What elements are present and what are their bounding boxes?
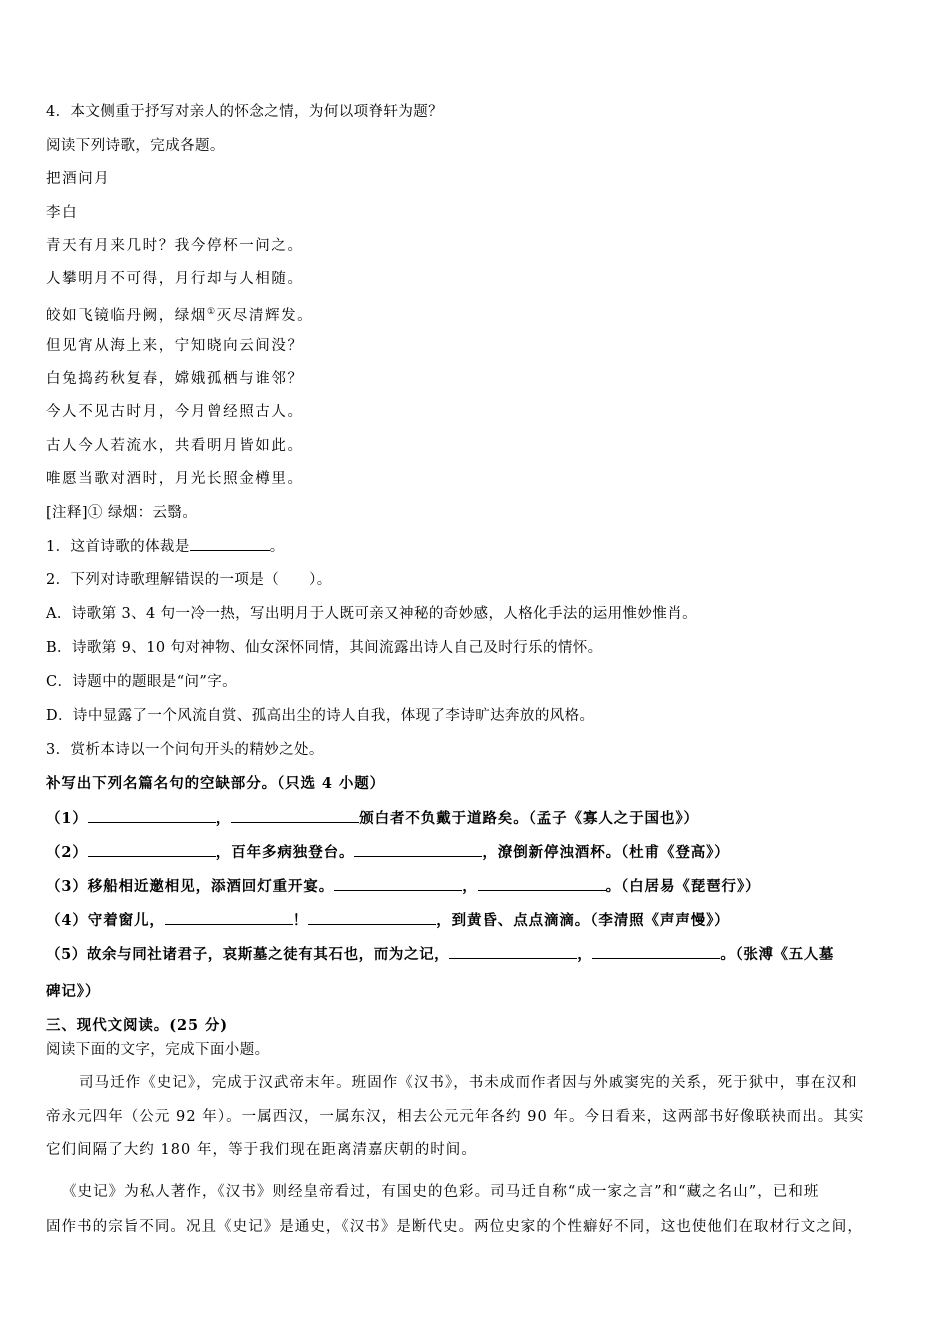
option-a: A．诗歌第 3、4 句一冷一热，写出明月于人既可亲又神秘的奇妙感，人格化手法的运用惟妙惟肖。 (46, 606, 698, 622)
answer-blank (88, 808, 216, 823)
poem-line: 人攀明月不可得，月行却与人相随。 (46, 271, 304, 287)
fill-text: （4）守着窗儿， (46, 912, 165, 929)
poem-line: 青天有月来几时？我今停杯一问之。 (46, 238, 304, 254)
poem-line: 唯愿当歌对酒时，月光长照金樽里。 (46, 471, 304, 487)
poem-author: 李白 (46, 205, 79, 221)
poem-footnote: [注释]① 绿烟：云翳。 (46, 505, 198, 521)
answer-blank (308, 910, 436, 925)
poem-line-part: 皎如飞镜临丹阙，绿烟 (46, 307, 207, 324)
fill-text: （1） (46, 810, 88, 827)
paragraph-line: 《史记》为私人著作，《汉书》则经皇帝看过，有国史的色彩。司马迁自称“成一家之言”和“藏之名山”，已和班 (62, 1184, 820, 1200)
answer-blank (592, 944, 720, 959)
poem-line: 古人今人若流水，共看明月皆如此。 (46, 438, 304, 454)
answer-blank (165, 910, 293, 925)
question-text: ）。 (309, 572, 332, 588)
answer-blank (478, 876, 606, 891)
fill-in-item-3 (46, 876, 761, 897)
question-text: 2．下列对诗歌理解错误的一项是（ (46, 572, 280, 588)
fill-text: ，百年多病独登台。 (215, 844, 355, 861)
answer-blank (334, 876, 462, 891)
question-text: 。 (269, 539, 285, 555)
fill-in-heading: 补写出下列名篇名句的空缺部分。（只选 4 小题） (46, 775, 386, 792)
fill-text: ！ (292, 912, 309, 929)
fill-text: ，潦倒新停浊酒杯。（杜甫《登高》） (482, 844, 730, 861)
paragraph-line: 它们间隔了大约 180 年，等于我们现在距离清嘉庆朝的时间。 (46, 1142, 477, 1158)
poem-question-2 (46, 570, 332, 590)
fill-text: ， (215, 810, 232, 827)
poem-line (46, 302, 313, 326)
paragraph-line: 司马迁作《史记》，完成于汉武帝末年。班固作《汉书》，书未成而作者因与外戚窦宪的关系，死于狱中，事在汉和 (79, 1075, 858, 1091)
answer-blank (190, 536, 270, 551)
poem-line: 今人不见古时月，今月曾经照古人。 (46, 404, 304, 420)
fill-in-item-1 (46, 808, 699, 829)
question-text: 1．这首诗歌的体裁是 (46, 539, 190, 555)
fill-text: （5）故余与同社诸君子，哀斯墓之徒有其石也，而为之记， (46, 946, 450, 963)
fill-text: 。（张溥《五人墓 (720, 946, 834, 963)
answer-blank (231, 808, 359, 823)
poem-title: 把酒问月 (46, 171, 111, 187)
fill-in-item-2 (46, 842, 730, 863)
poem-question-1 (46, 536, 285, 557)
fill-text: 颁白者不负戴于道路矣。（孟子《寡人之于国也》） (359, 810, 699, 827)
option-c: C．诗题中的题眼是“问”字。 (46, 674, 238, 690)
answer-blank (354, 842, 482, 857)
option-b: B．诗歌第 9、10 句对神物、仙女深怀同情，其间流露出诗人自己及时行乐的情怀。 (46, 640, 603, 656)
fill-text: 。（白居易《琵琶行》） (605, 878, 761, 895)
poem-line-part: 灭尽清辉发。 (216, 307, 314, 324)
paragraph-line: 帝永元四年（公元 92 年）。一属西汉，一属东汉，相去公元元年各约 90 年。今日看来，这两部书好像联袂而出。其实 (46, 1109, 865, 1125)
fill-in-item-5-continued: 碑记》） (46, 983, 101, 1000)
poem-question-3: 3．赏析本诗以一个问句开头的精妙之处。 (46, 742, 324, 758)
fill-in-item-4 (46, 910, 730, 931)
poem-instruction: 阅读下列诗歌，完成各题。 (46, 138, 225, 154)
fill-text: ， (462, 878, 478, 895)
question-4: 4．本文侧重于抒写对亲人的怀念之情，为何以项脊轩为题？ (46, 104, 444, 120)
fill-text: ， (577, 946, 593, 963)
fill-in-item-5 (46, 944, 834, 965)
poem-line: 但见宵从海上来，宁知晓向云间没？ (46, 338, 304, 354)
fill-text: （2） (46, 844, 88, 861)
poem-line: 白兔捣药秋复春，嫦娥孤栖与谁邻？ (46, 371, 304, 387)
answer-blank (449, 944, 577, 959)
option-d: D．诗中显露了一个风流自赏、孤高出尘的诗人自我，体现了李诗旷达奔放的风格。 (46, 708, 595, 724)
footnote-marker: ① (207, 307, 217, 317)
section-3-instruction: 阅读下面的文字，完成下面小题。 (46, 1042, 270, 1058)
fill-text: （3）移船相近邀相见，添酒回灯重开宴。 (46, 878, 335, 895)
paragraph-line: 固作书的宗旨不同。况且《史记》是通史，《汉书》是断代史。两位史家的个性癖好不同，这也使他们在取材行文之间， (46, 1219, 863, 1235)
fill-text: ，到黄昏、点点滴滴。（李清照《声声慢》） (436, 912, 730, 929)
answer-blank (88, 842, 216, 857)
section-3-heading: 三、现代文阅读。(25 分) (46, 1017, 229, 1034)
